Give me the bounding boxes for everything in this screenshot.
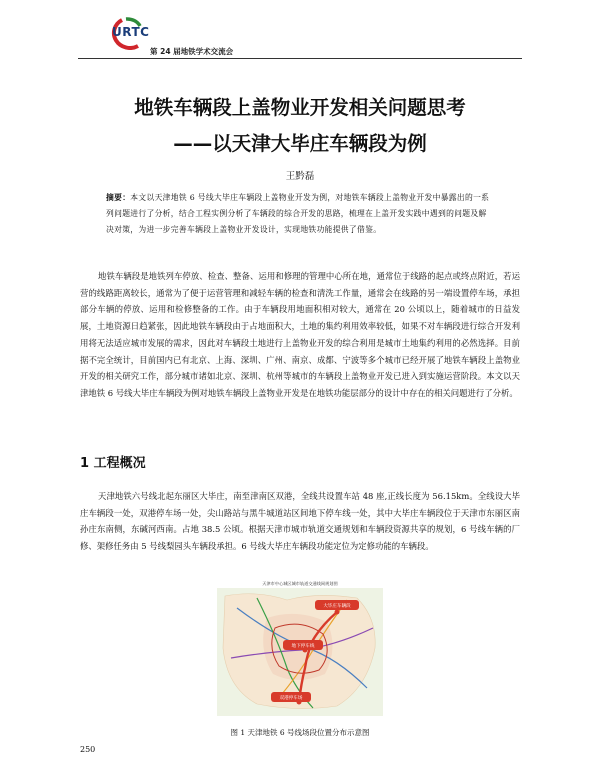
depot-marker (335, 610, 340, 615)
metro-network-map (217, 578, 383, 716)
conference-name: 第 24 届地铁学术交流会 (150, 47, 234, 56)
section-heading: 1 工程概况 (80, 456, 146, 471)
author: 王黔磊 (285, 171, 315, 182)
abstract-text: 本文以天津地铁 6 号线大毕庄车辆段上盖物业开发为例，对地铁车辆段上盖物业开发中暴露出的一系列问题进行了分析，结合工程实例分析了车辆段的综合开发的思路，梳理在上盖开发实践中遇到的问题及解决对策，为进一步完善车辆段上盖物业开发设计，实现地铁功能提供了借鉴。 (106, 193, 490, 234)
map-title: 天津市中心城区城市轨道交通线网规划图 (262, 581, 338, 586)
abstract (106, 190, 494, 238)
yard-label: 双港停车场 (279, 696, 303, 701)
page-number: 250 (80, 745, 96, 754)
section-paragraph: 天津地铁六号线北起东丽区大毕庄，南至津南区双港，全线共设置车站 48 座,正线长度为 56.15km。全线设大毕庄车辆段一处，双港停车场一处，尖山路站与黑牛城道站区间地下停车线一处，其中大毕庄车辆段位于天津市东丽区南孙庄东南侧，东碱河西南。占地 38.5 公顷。根据天津市城市轨道交通规划和车辆段资源共享的规划，6 号线车辆的厂修、架修任务由 5 号线梨园头车辆段承担。6 号线大毕庄车辆段功能定位为定修功能的车辆段。 (80, 491, 520, 552)
underground-label: 地下停车线 (291, 644, 315, 649)
abstract-label: 摘要： (106, 193, 131, 202)
intro-paragraph: 地铁车辆段是地铁列车停放、检查、整备、运用和修理的管理中心所在地，通常位于线路的起点或终点附近，若运营的线路距离较长，通常为了便于运营管理和减轻车辆的检查和清洗工作量，通常会在线路的另一端设置停车场，承担部分车辆的停放、运用和检修整备的工作。由于车辆段用地面积相对较大，通常在 20 公顷以上，随着城市的日益发展，土地资源日趋紧张，因此地铁车辆段由于占地面积大，土地的集约利用效率较低，如果不对车辆段进行综合开发利用将无法适应城市发展的需求，因此对车辆段土地进行上盖物业开发的综合利用是城市土地集约利用的必然选择。目前据不完全统计，目前国内已有北京、上海、深圳、广州、南京、成都、宁波等多个城市已经开展了地铁车辆段上盖物业开发的相关研究工作，部分城市诸如北京、深圳、杭州等城市的车辆段上盖物业开发已进入到实施运营阶段。本文以天津地铁 6 号线大毕庄车辆段为例对地铁车辆段上盖物业开发是在地铁功能层部分的设计中存在的相关问题进行了分析。 (80, 271, 520, 398)
logo-text: URTC (112, 25, 150, 39)
depot-label: 大毕庄车辆段 (323, 604, 351, 609)
header-rule (78, 58, 522, 59)
figure-caption: 图 1 天津地铁 6 号线场段位置分布示意图 (230, 728, 370, 737)
paper-subtitle: ——以天津大毕庄车辆段为例 (173, 132, 427, 155)
paper-title: 地铁车辆段上盖物业开发相关问题思考 (134, 96, 466, 119)
